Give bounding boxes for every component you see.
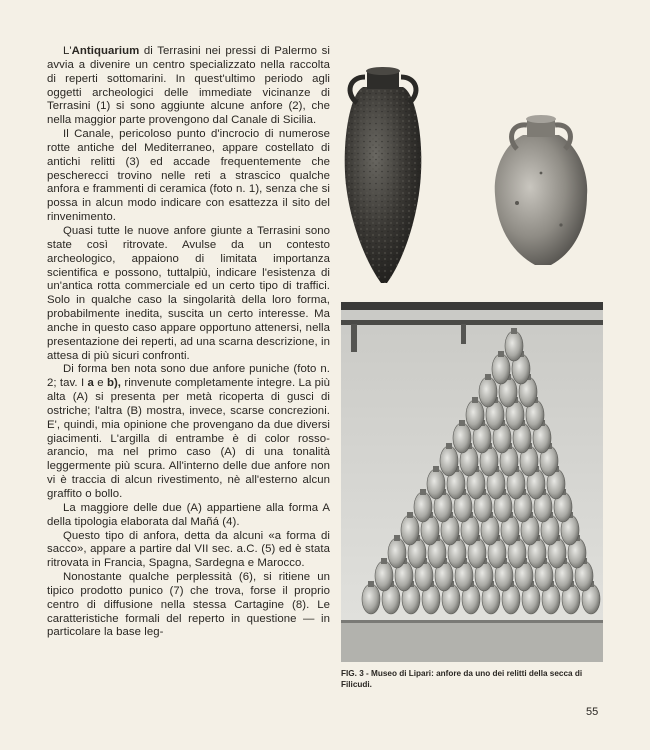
amphora-in-stack (414, 492, 432, 522)
main-text-column (47, 45, 330, 640)
amphora-neck (433, 466, 439, 472)
figure-3-caption: FIG. 3 - Museo di Lipari: anfore da uno dei relitti della secca di Filicudi. (341, 669, 583, 689)
amphora-neck (394, 535, 400, 541)
amphora-in-stack (466, 400, 484, 430)
amphora-in-stack (492, 354, 510, 384)
amphora-in-stack (440, 446, 458, 476)
paragraph-1 (47, 45, 330, 128)
amphora-neck (407, 512, 413, 518)
figure-2-amphorae-photo (341, 53, 603, 289)
text-run-bold: a (87, 377, 94, 390)
text-run: e (93, 377, 107, 390)
paragraph-5 (47, 502, 330, 530)
text-run-bold: b), (106, 377, 122, 390)
amphora-in-stack (453, 423, 471, 453)
amphora-neck (420, 489, 426, 495)
figure-3-museum-photo (341, 302, 603, 662)
amphora-in-stack (388, 538, 406, 568)
amphora-b (495, 115, 587, 265)
amphora-in-stack (401, 515, 419, 545)
text-run: Nonostante qualche perplessità (6), si ritiene un tipico prodotto punico (7) che trova, forse il proprio centro di diffusione nella stessa Cartagine (8). Le caratteristiche formali del reperto in questione — in particolare la base leg- (47, 571, 330, 639)
paragraph-7 (47, 571, 330, 640)
paragraph-3 (47, 225, 330, 363)
text-run: Questo tipo di anfora, detta da alcuni «a forma di sacco», appare a partire dal VII sec. a.C. (5) ed è stata ritrovata in Francia, Spagna, Sardegna e Marocco. (47, 529, 330, 570)
amphora-a (345, 67, 422, 283)
text-run: di Terrasini nei pressi di Palermo si avvia a divenire un centro specializzato nella raccolta di reperti sottomarini. In quest'ultimo periodo agli oggetti archeologici delle immediate vicinanze di Terrasini (1) si sono aggiunte alcune anfore (2), che nella maggior parte provengono dal Canale di Sicilia. (47, 45, 330, 127)
paragraph-2 (47, 128, 330, 225)
amphora-neck (511, 328, 517, 334)
text-run-bold: Antiquarium (71, 45, 140, 57)
amphora-neck (381, 558, 387, 564)
amphora-neck (472, 397, 478, 403)
amphora-in-stack (375, 561, 393, 591)
text-run: La maggiore delle due (A) appartiene alla forma A della tipologia elaborata dal Mañá (4). (47, 501, 330, 528)
amphora-neck (485, 374, 491, 380)
amphora-neck (446, 443, 452, 449)
amphora-neck (459, 420, 465, 426)
amphora-neck (498, 351, 504, 357)
text-run: Il Canale, pericoloso punto d'incrocio di numerose rotte antiche del Mediterraneo, appare costellato di antichi relitti (3) ed accade frequentemente che pescherecci trovino nelle reti a strascico qualche anfora e frammenti di ceramica (foto n. 1), senza che si possa in alcun modo indicare con esattezza il sito del rinvenimento. (47, 128, 330, 224)
amphora-neck (368, 581, 374, 587)
amphora-in-stack (362, 584, 380, 614)
text-run: rinvenute completamente integre. La più alta (A) si presenta per metà ricoperta di gusci di ostriche; l'altra (B) mostra, invece, scarse concrezioni. E', quindi, mia opinione che provengano da due diversi giacimenti. L'argilla di entrambe è di color rosso-arancio, ma nel primo caso (A) di una tonalità leggermente più scura. All'interno delle due anfore non vi è traccia di alcun rivestimento, nè all'esterno alcun graffito o bollo. (47, 377, 331, 500)
amphora-in-stack (505, 331, 523, 361)
text-run: Di forma ben nota sono due anfore puniche (foto n. 2; tav. I (47, 363, 330, 390)
paragraph-6 (47, 530, 330, 572)
amphora-in-stack (427, 469, 445, 499)
amphora-in-stack (479, 377, 497, 407)
page-number: 55 (586, 706, 599, 718)
text-run: Quasi tutte le nuove anfore giunte a Terrasini sono state così ritrovate. Avulse da un contesto archeologico, appaiono di limitata importanza scientifica e possono, tuttalpiù, indicare l'esistenza di un'antica rotta commerciale ed un certo tipo di traffici. Solo in qualche caso la singolarità della loro forma, probabilmente inedita, suscita un certo interesse. Ma anche in questo caso appare opportuno attenersi, nella presentazione dei reperti, ad una scarna descrizione, in attesa di più sicuri confronti. (47, 224, 330, 362)
paragraph-4 (47, 363, 330, 501)
text-run: L' (63, 45, 72, 57)
